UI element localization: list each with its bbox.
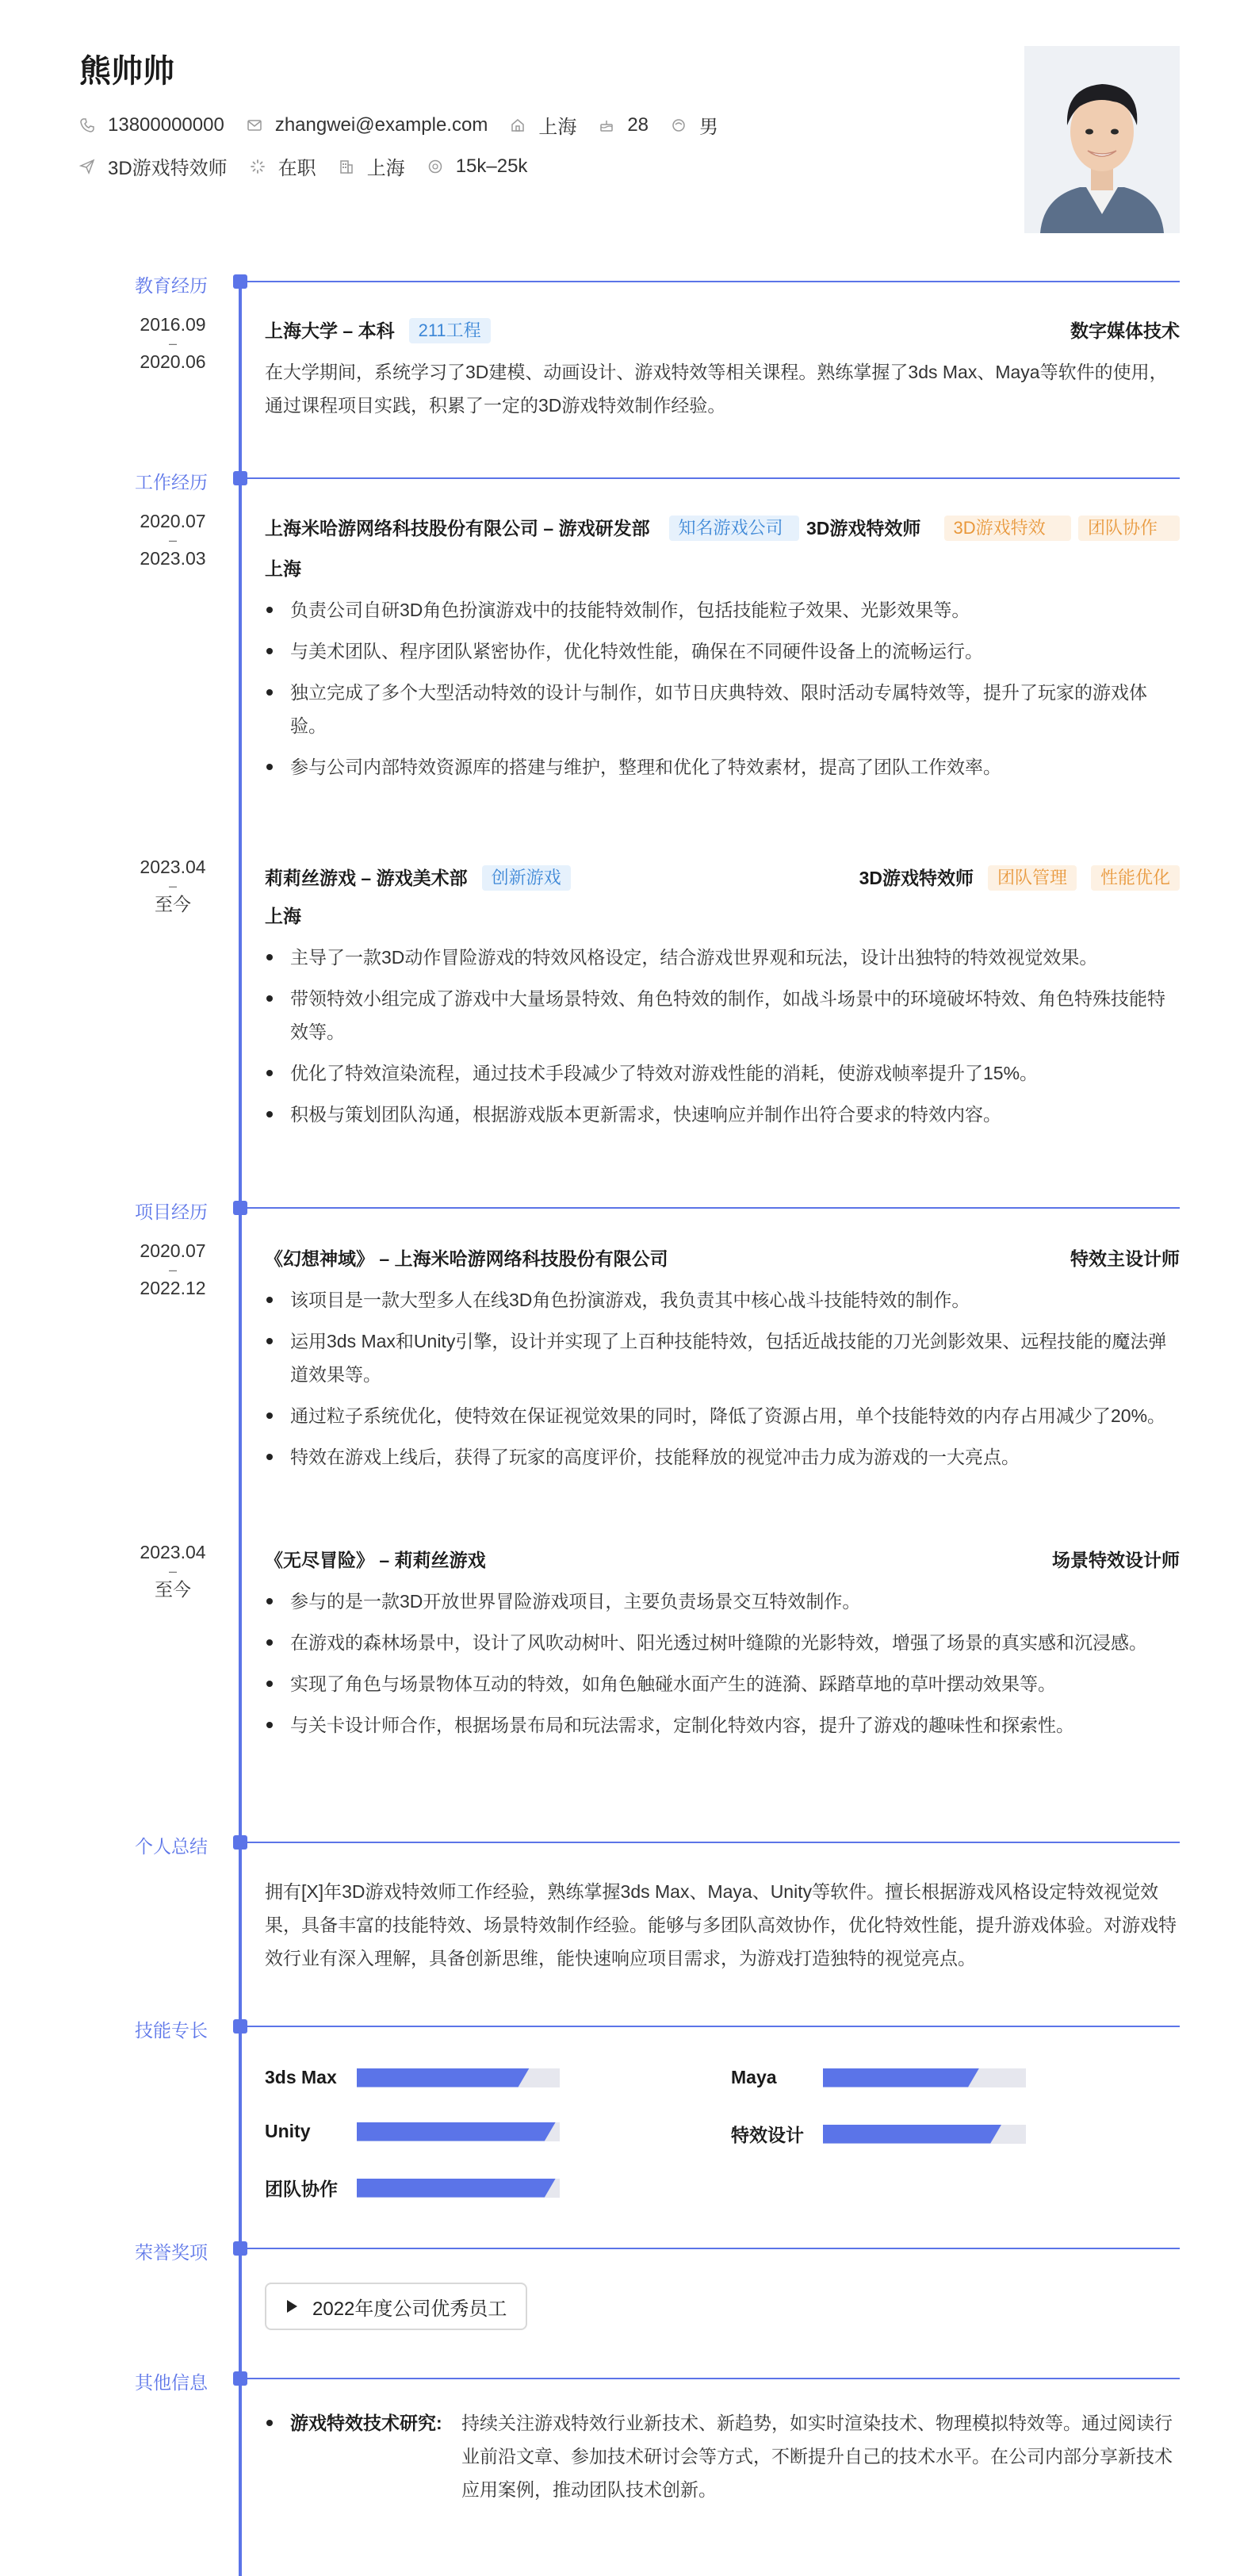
other-info-item (265, 2406, 1180, 2506)
date-start: 2016.09 (140, 314, 206, 335)
email-text: zhangwei@example.com (274, 113, 488, 136)
contact-row (79, 111, 740, 139)
list-item: 带领特效小组完成了游戏中大量场景特效、角色特效的制作，如战斗场景中的环境破坏特效、角色特殊技能特效等。 (265, 982, 1180, 1048)
skill-level-fill (357, 2179, 556, 2198)
other-label: 游戏特效技术研究: (290, 2413, 442, 2433)
section-title-summary: 个人总结 (135, 1836, 208, 1857)
date-separator: – (168, 1262, 177, 1278)
project-entry-1 (265, 1242, 1180, 1474)
skill-level-fill (823, 2125, 1001, 2144)
role-tag: 团队协作 (1078, 516, 1180, 541)
list-item: 与关卡设计师合作，根据场景布局和玩法需求，定制化特效内容，提升了游戏的趣味性和探索性。 (265, 1708, 1180, 1742)
list-item: 在游戏的森林场景中，设计了风吹动树叶、阳光透过树叶缝隙的光影特效，增强了场景的真实感和沉浸感。 (265, 1626, 1180, 1659)
summary-text: 拥有[X]年3D游戏特效师工作经验，熟练掌握3ds Max、Maya、Unity等软件。擅长根据游戏风格设定特效视觉效果，具备丰富的技能特效、场景特效制作经验。能够与多团队高效协作，优化特效性能，提升游戏体验。对游戏特效行业有深入理解，具备创新思维，能快速响应项目需求，为游戏打造独特的视觉亮点。 (265, 1881, 1177, 1968)
major-name: 数字媒体技术 (1070, 320, 1180, 341)
age-text: 28 (627, 113, 649, 136)
skill-bar (823, 2068, 1026, 2087)
list-item: 负责公司自研3D角色扮演游戏中的技能特效制作，包括技能粒子效果、光影效果等。 (265, 593, 1180, 627)
section-divider (246, 2378, 1180, 2379)
section-projects (0, 1194, 1259, 1226)
project-title: 《幻想神域》 – 上海米哈游网络科技股份有限公司 (265, 1248, 668, 1269)
job-role: 3D游戏特效师 (859, 868, 974, 888)
play-icon (285, 2299, 298, 2313)
list-item: 优化了特效渲染流程，通过技术手段减少了特效对游戏性能的消耗，使游戏帧率提升了15%。 (265, 1056, 1180, 1090)
phone-icon (79, 117, 95, 133)
date-separator: – (168, 878, 177, 894)
work-bullets-2 (265, 941, 1180, 1131)
list-item: 该项目是一款大型多人在线3D角色扮演游戏，我负责其中核心战斗技能特效的制作。 (265, 1283, 1180, 1317)
skill-item (731, 2067, 1026, 2088)
list-item: 与美术团队、程序团队紧密协作，优化特效性能，确保在不同硬件设备上的流畅运行。 (265, 634, 1180, 668)
company-name: 上海米哈游网络科技股份有限公司 – 游戏研发部 (265, 518, 650, 539)
date-end: 2023.03 (140, 548, 206, 569)
section-divider (246, 2026, 1180, 2027)
work-city-text: 上海 (366, 158, 405, 179)
position-item (79, 152, 228, 180)
salary-item (427, 155, 528, 178)
section-title-projects: 项目经历 (135, 1202, 208, 1222)
list-item: 积极与策划团队沟通，根据游戏版本更新需求，快速响应并制作出符合要求的特效内容。 (265, 1098, 1180, 1131)
status-item (250, 152, 316, 180)
portrait-illustration (1024, 46, 1180, 233)
section-divider (246, 2248, 1180, 2249)
date-start: 2020.07 (140, 511, 206, 531)
skill-bar (357, 2122, 560, 2141)
skill-item (265, 2175, 560, 2201)
work-date-1 (119, 512, 227, 568)
email-item (247, 114, 488, 136)
section-title-work: 工作经历 (135, 472, 208, 493)
skill-name: 3ds Max (265, 2067, 337, 2087)
section-divider (246, 1842, 1180, 1843)
section-work (0, 465, 1259, 496)
skill-item (731, 2121, 1026, 2147)
position-text: 3D游戏特效师 (108, 158, 228, 179)
job-intent-row (79, 152, 549, 180)
list-item: 特效在游戏上线后，获得了玩家的高度评价，技能释放的视觉冲击力成为游戏的一大亮点。 (265, 1440, 1180, 1474)
city-item (510, 111, 576, 139)
project-title: 《无尽冒险》 – 莉莉丝游戏 (265, 1550, 486, 1570)
date-separator: – (168, 1563, 177, 1579)
list-item: 参与的是一款3D开放世界冒险游戏项目，主要负责场景交互特效制作。 (265, 1585, 1180, 1618)
list-item: 参与公司内部特效资源库的搭建与维护，整理和优化了特效素材，提高了团队工作效率。 (265, 750, 1180, 784)
section-title-other: 其他信息 (135, 2372, 208, 2393)
project-date-2 (119, 1543, 227, 1599)
send-icon (79, 159, 95, 174)
work-location: 上海 (265, 558, 301, 579)
gender-icon (671, 117, 687, 133)
date-separator: – (168, 532, 177, 548)
mail-icon (247, 117, 262, 133)
role-tag: 团队管理 (988, 865, 1077, 891)
cake-icon (599, 117, 614, 133)
phone-text: 13800000000 (108, 113, 224, 136)
company-tag: 创新游戏 (482, 865, 571, 891)
date-end: 至今 (155, 1579, 191, 1600)
honor-text: 2022年度公司优秀员工 (312, 2298, 507, 2320)
date-end: 至今 (155, 894, 191, 914)
work-header-1 (265, 512, 1180, 544)
status-text: 在职 (277, 158, 316, 179)
section-education (0, 268, 1259, 300)
gender-item (671, 111, 718, 139)
skill-level-fill (357, 2068, 530, 2087)
company-name: 莉莉丝游戏 – 游戏美术部 (265, 868, 468, 888)
education-date (119, 316, 227, 371)
role-tag: 3D游戏特效 (944, 516, 1071, 541)
list-item: 实现了角色与场景物体互动的特效，如角色触碰水面产生的涟漪、踩踏草地的草叶摆动效果等。 (265, 1667, 1180, 1700)
project-bullets-1 (265, 1283, 1180, 1474)
work-header-2 (265, 861, 1180, 895)
list-item: 独立完成了多个大型活动特效的设计与制作，如节日庆典特效、限时活动专属特效等，提升了玩家的游戏体验。 (265, 676, 1180, 742)
company-tag: 知名游戏公司 (669, 516, 799, 541)
section-title-honors: 荣誉奖项 (135, 2242, 208, 2263)
work-date-2 (119, 858, 227, 914)
date-end: 2020.06 (140, 351, 206, 372)
candidate-name: 熊帅帅 (79, 54, 174, 89)
skill-item (265, 2067, 560, 2088)
project-header-1 (265, 1242, 1180, 1275)
project-date-1 (119, 1242, 227, 1298)
work-entry-2 (265, 861, 1180, 1131)
work-location: 上海 (265, 906, 301, 926)
section-other (0, 2365, 1259, 2397)
section-honors (0, 2235, 1259, 2267)
work-bullets-1 (265, 593, 1180, 784)
work-entry-1 (265, 512, 1180, 784)
section-summary (0, 1829, 1259, 1861)
bullet-dot (266, 2420, 273, 2426)
gender-text: 男 (699, 117, 719, 138)
skill-name: 团队协作 (265, 2179, 338, 2199)
project-role: 特效主设计师 (1070, 1248, 1180, 1269)
building-icon (339, 159, 354, 174)
section-divider (246, 1207, 1180, 1209)
list-item: 运用3ds Max和Unity引擎，设计并实现了上百种技能特效，包括近战技能的刀光剑影效果、远程技能的魔法弹道效果等。 (265, 1324, 1180, 1391)
spinner-icon (250, 159, 266, 174)
list-item: 通过粒子系统优化，使特效在保证视觉效果的同时，降低了资源占用，单个技能特效的内存占用减少了20%。 (265, 1399, 1180, 1432)
skill-level-fill (823, 2068, 979, 2087)
school-name: 上海大学 – 本科 (265, 320, 395, 341)
skill-level-fill (357, 2122, 556, 2141)
timeline-line (239, 282, 242, 2576)
education-entry (265, 314, 1180, 422)
role-tag: 性能优化 (1091, 865, 1180, 891)
phone-item (79, 114, 224, 136)
education-description: 在大学期间，系统学习了3D建模、动画设计、游戏特效等相关课程。熟练掌握了3ds Max、Maya等软件的使用，通过课程项目实践，积累了一定的3D游戏特效制作经验。 (265, 362, 1168, 416)
list-item: 主导了一款3D动作冒险游戏的特效风格设定，结合游戏世界观和玩法，设计出独特的特效视觉效果。 (265, 941, 1180, 974)
school-tag: 211工程 (409, 318, 491, 343)
section-skills (0, 2013, 1259, 2045)
job-role: 3D游戏特效师 (806, 518, 921, 539)
skill-name: 特效设计 (731, 2125, 804, 2145)
other-text: 持续关注游戏特效行业新技术、新趋势，如实时渲染技术、物理模拟特效等。通过阅读行业前沿文章、参加技术研讨会等方式，不断提升自己的技术水平。在公司内部分享新技术应用案例，推动团队技术创新。 (461, 2413, 1173, 2500)
work-city-item (339, 152, 405, 180)
date-start: 2023.04 (140, 857, 206, 877)
skill-name: Unity (265, 2121, 311, 2141)
salary-text: 15k–25k (455, 155, 528, 177)
project-bullets-2 (265, 1585, 1180, 1742)
home-icon (510, 117, 526, 133)
skill-name: Maya (731, 2067, 777, 2087)
date-separator: – (168, 335, 177, 351)
age-item (599, 114, 649, 136)
date-end: 2022.12 (140, 1278, 206, 1298)
section-title-skills: 技能专长 (135, 2020, 208, 2041)
project-header-2 (265, 1543, 1180, 1577)
skill-bar (357, 2179, 560, 2198)
section-divider (246, 477, 1180, 479)
project-entry-2 (265, 1543, 1180, 1742)
avatar-photo (1024, 46, 1180, 233)
skill-item (265, 2121, 560, 2142)
education-header (265, 314, 1180, 347)
project-role: 场景特效设计师 (1052, 1550, 1180, 1570)
skill-bar (357, 2068, 560, 2087)
section-title-education: 教育经历 (135, 275, 208, 296)
date-start: 2020.07 (140, 1240, 206, 1261)
section-divider (246, 281, 1180, 282)
skill-bar (823, 2125, 1026, 2144)
city-text: 上海 (538, 117, 577, 138)
honor-item (265, 2283, 527, 2330)
date-start: 2023.04 (140, 1542, 206, 1562)
coin-icon (427, 159, 443, 174)
